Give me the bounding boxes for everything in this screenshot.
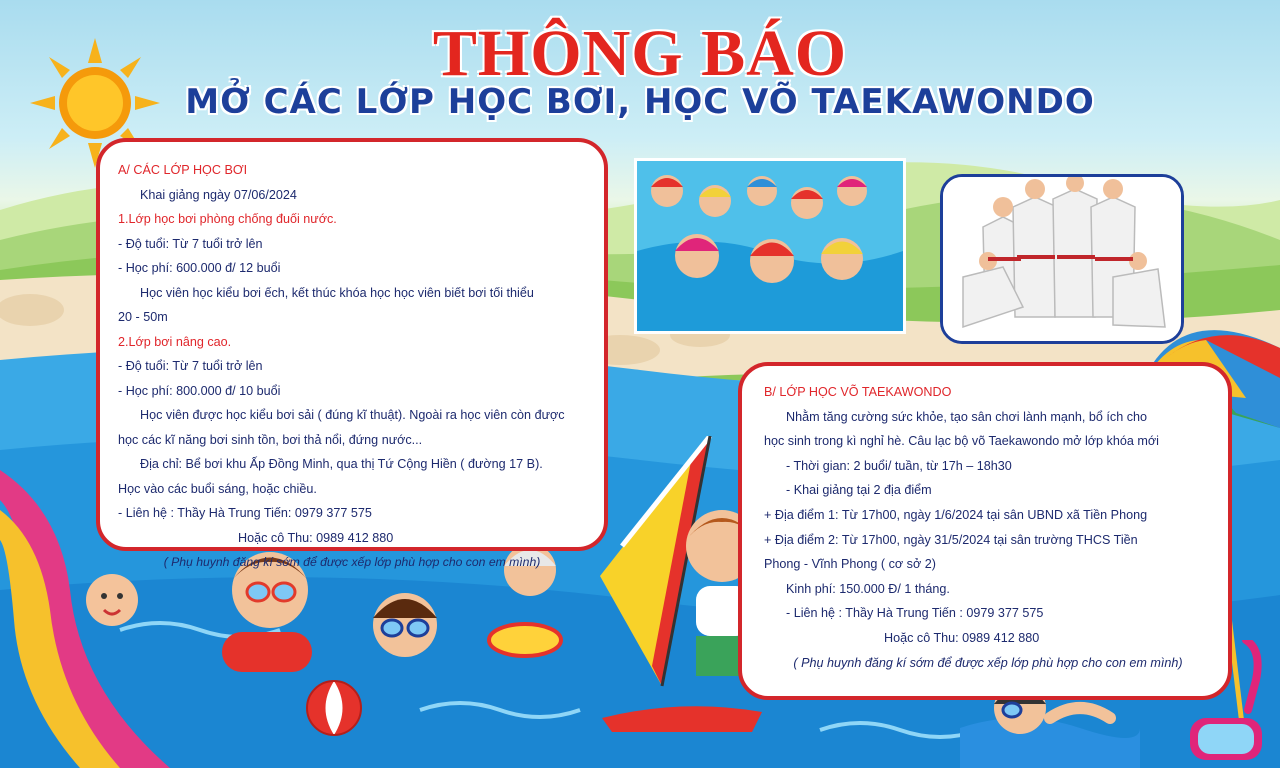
taekwondo-locations-intro: - Khai giảng tại 2 địa điểm xyxy=(786,483,932,498)
class2-description-cont: học các kĩ năng bơi sinh tồn, bơi thả nổi, đứng nước... xyxy=(118,432,423,447)
taekwondo-intro: Nhằm tăng cường sức khỏe, tạo sân chơi lành mạnh, bổ ích cho xyxy=(786,409,1148,424)
swimming-schedule: Học vào các buổi sáng, hoặc chiều. xyxy=(118,481,317,496)
taekwondo-location-1: + Địa điểm 1: Từ 17h00, ngày 1/6/2024 tại sân UBND xã Tiền Phong xyxy=(764,507,1148,522)
taekwondo-location-2: + Địa điểm 2: Từ 17h00, ngày 31/5/2024 tại sân trường THCS Tiền xyxy=(764,532,1138,547)
class1-fee: - Học phí: 600.000 đ/ 12 buổi xyxy=(118,261,281,275)
class1-description-cont: 20 - 50m xyxy=(118,310,168,324)
swimming-classes-panel xyxy=(96,138,608,569)
windsurf-sail-icon xyxy=(592,436,762,736)
swimming-note: ( Phụ huynh đăng kí sớm để được xếp lớp phù hợp cho con em mình) xyxy=(163,555,541,569)
taekwondo-schedule: - Thời gian: 2 buổi/ tuần, từ 17h – 18h30 xyxy=(786,458,1012,473)
beach-ball-icon xyxy=(306,680,362,736)
taekwondo-contact: - Liên hệ : Thầy Hà Trung Tiến : 0979 377 575 xyxy=(786,606,1044,621)
class2-age: - Độ tuổi: Từ 7 tuổi trở lên xyxy=(118,359,263,373)
swimming-kids-photo xyxy=(634,158,906,334)
taekwondo-contact-alt: Hoặc cô Thu: 0989 412 880 xyxy=(884,630,1040,645)
class2-description: Học viên được học kiểu bơi sải ( đúng kĩ thuật). Ngoài ra học viên còn được xyxy=(140,408,565,422)
class1-description: Học viên học kiểu bơi ếch, kết thúc khóa học học viên biết bơi tối thiểu xyxy=(140,285,534,300)
taekwondo-location-2-cont: Phong - Vĩnh Phong ( cơ sở 2) xyxy=(764,557,936,572)
taekwondo-note: ( Phụ huynh đăng kí sớm để được xếp lớp phù hợp cho con em mình) xyxy=(793,655,1183,670)
taekwondo-team-photo xyxy=(940,174,1184,344)
swimming-address: Địa chỉ: Bể bơi khu Ấp Đồng Minh, qua thị Tứ Cộng Hiền ( đường 17 B). xyxy=(140,457,543,471)
swimming-contact-alt: Hoặc cô Thu: 0989 412 880 xyxy=(238,530,394,545)
class2-title: 2.Lớp bơi nâng cao. xyxy=(118,334,232,349)
page-title: THÔNG BÁO xyxy=(432,17,848,90)
class1-age: - Độ tuổi: Từ 7 tuổi trở lên xyxy=(118,236,263,251)
swimming-opening-date: Khai giảng ngày 07/06/2024 xyxy=(140,187,297,202)
page-subtitle: MỞ CÁC LỚP HỌC BƠI, HỌC VÕ TAEKAWONDO xyxy=(185,82,1095,122)
class2-fee: - Học phí: 800.000 đ/ 10 buổi xyxy=(118,383,281,398)
taekwondo-class-panel xyxy=(738,362,1232,700)
class1-title: 1.Lớp học bơi phòng chống đuối nước. xyxy=(118,212,337,226)
swimming-heading: A/ CÁC LỚP HỌC BƠI xyxy=(118,163,248,177)
taekwondo-fee: Kinh phí: 150.000 Đ/ 1 tháng. xyxy=(786,581,950,596)
taekwondo-intro-cont: học sinh trong kì nghỉ hè. Câu lạc bộ võ Taekawondo mở lớp khóa mới xyxy=(764,434,1159,449)
taekwondo-heading: B/ LỚP HỌC VÕ TAEKAWONDO xyxy=(764,385,952,399)
swimming-contact: - Liên hệ : Thầy Hà Trung Tiến: 0979 377 575 xyxy=(118,506,372,520)
